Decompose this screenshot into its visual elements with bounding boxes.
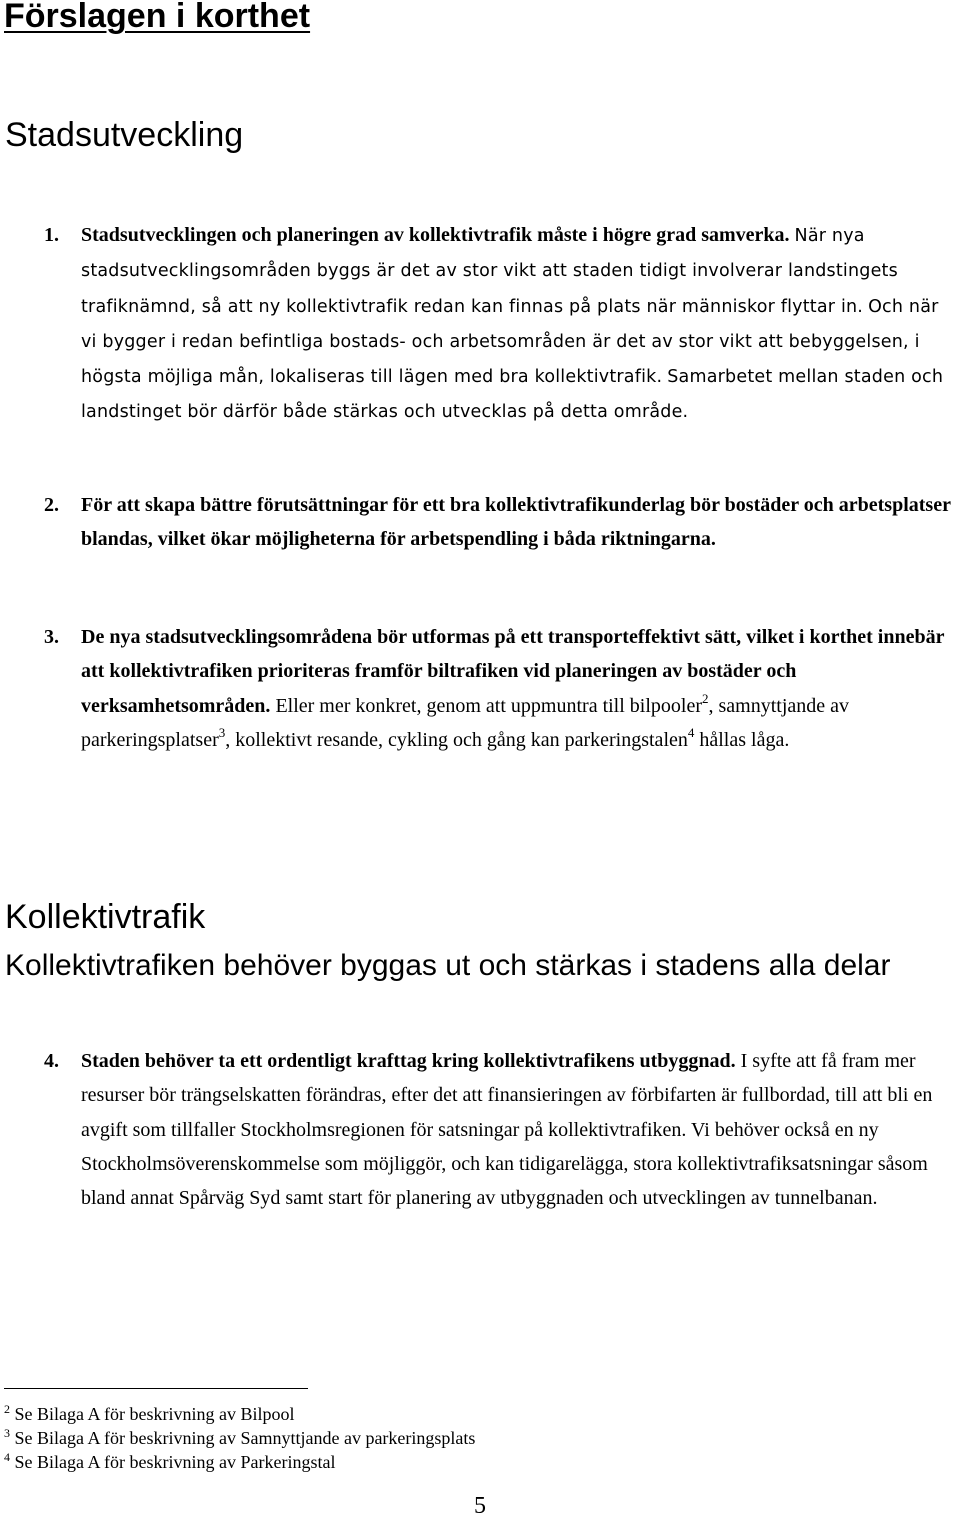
item-body — [81, 1044, 954, 1215]
footnote-text: Se Bilaga A för beskrivning av Parkeringstal — [10, 1452, 336, 1472]
item-lead: Stadsutvecklingen och planeringen av kollektivtrafik måste i högre grad samverka. — [81, 224, 790, 246]
item-body — [81, 488, 954, 557]
footnote-ref[interactable]: 2 — [702, 690, 709, 706]
item-number: 4. — [44, 1050, 59, 1072]
item-text: hållas låga. — [694, 728, 790, 751]
item-number: 3. — [44, 626, 59, 648]
item-body — [81, 620, 954, 757]
footnote-number: 2 — [4, 1402, 10, 1416]
footnote-ref[interactable]: 3 — [218, 724, 226, 740]
section-subheading: Kollektivtrafiken behöver byggas ut och stärkas i stadens alla delar — [5, 949, 891, 982]
proposal-item-3 — [44, 620, 954, 757]
footnote-text: Se Bilaga A för beskrivning av Samnyttjande av parkeringsplats — [10, 1428, 476, 1448]
footnote-4 — [4, 1450, 335, 1474]
item-lead: För att skapa bättre förutsättningar för ett bra kollektivtrafikunderlag bör bostäder och arbetsplatser blandas, vilket ökar möjligheterna för arbetspendling i båda riktningarna. — [81, 494, 951, 551]
proposal-item-1 — [44, 218, 954, 430]
item-body — [81, 218, 954, 430]
page-number: 5 — [474, 1493, 486, 1519]
footnote-2 — [4, 1402, 294, 1426]
item-text: Eller mer konkret, genom att uppmuntra till bilpooler — [270, 694, 702, 717]
item-text: , samnyttjande av parkeringsplatser — [81, 694, 850, 751]
footnote-number: 3 — [4, 1426, 10, 1440]
proposal-item-4 — [44, 1044, 954, 1215]
document-title: Förslagen i korthet — [4, 0, 311, 35]
item-text: Och när vi bygger i redan befintliga bostads- och arbetsområden är det av stor vikt att bebyggelsen, i högsta möjliga mån, lokaliseras till lägen med bra kollektivtrafik. — [81, 296, 939, 388]
footnote-text: Se Bilaga A för beskrivning av Bilpool — [10, 1404, 295, 1424]
item-lead: De nya stadsutvecklingsområdena bör utformas på ett transporteffektivt sätt, vilket i korthet innebär att kollektivtrafiken prioriteras framför biltrafiken vid planeringen av bostäder och verksamhetsområden. — [81, 626, 945, 717]
item-number: 2. — [44, 494, 59, 516]
item-lead: Staden behöver ta ett ordentligt krafttag kring kollektivtrafikens utbyggnad. — [81, 1050, 736, 1072]
item-number: 1. — [44, 224, 59, 246]
footnote-3 — [4, 1426, 475, 1450]
section-heading-stadsutveckling: Stadsutveckling — [5, 116, 244, 154]
item-text: , kollektivt resande, cykling och gång kan parkeringstalen — [225, 728, 688, 751]
item-text: I syfte att få fram mer resurser bör trängselskatten förändras, efter det att finansieringen av förbifarten är fullbordad, till att bli en avgift som tillfaller Stockholmsregionen för satsningar på kollektivtrafiken. Vi behöver också en ny Stockholmsöverenskommelse som möjliggör, och kan tidigarelägga, stora kollektivtrafiksatsningar såsom bland annat Spårväg Syd samt start för planering av utbyggnaden och utvecklingen av tunnelbanan. — [81, 1050, 933, 1210]
footnote-separator — [4, 1388, 308, 1389]
footnote-number: 4 — [4, 1450, 10, 1464]
footnote-ref[interactable]: 4 — [687, 724, 695, 740]
item-text: Samarbetet mellan staden och landstinget bör därför både stärkas och utvecklas på detta område. — [81, 367, 944, 423]
item-text: När nya stadsutvecklingsområden byggs är det av stor vikt att staden tidigt involverar landstingets trafiknämnd, så att ny kollektivtrafik redan kan finnas på plats när människor flyttar in. — [81, 226, 898, 317]
section-heading-kollektivtrafik: Kollektivtrafik — [5, 898, 206, 936]
proposal-item-2 — [44, 488, 954, 557]
